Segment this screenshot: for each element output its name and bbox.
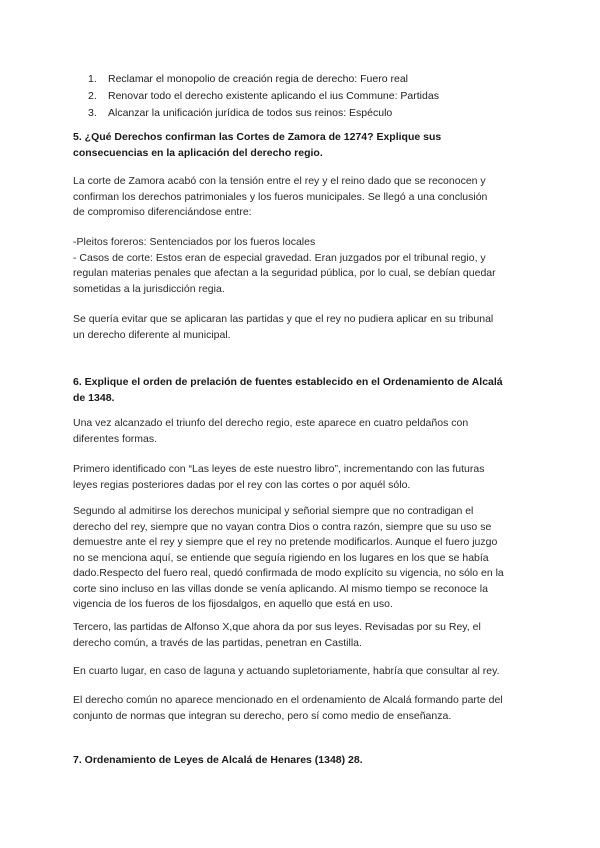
q6-paragraph-1: Una vez alcanzado el triunfo del derecho regio, este aparece en cuatro peldaños con diferentes formas. [73,417,469,445]
q6-paragraph-2: Primero identificado con “Las leyes de este nuestro libro”, incrementando con las futuras leyes regias posteriores dadas por el rey con las cortes o por aquél sólo. [73,463,485,491]
q5-paragraph-1: La corte de Zamora acabó con la tensión entre el rey y el reino dado que se reconocen y confirman los derechos patrimoniales y los fueros municipales. Se llegó a una conclusión de compromiso diferenciándose entre: [73,175,488,218]
q5-paragraph-2: -Pleitos foreros: Sentenciados por los fueros locales - Casos de corte: Estos eran de especial gravedad. Eran juzgados por el tribunal regio, y regulan materias penales que afectan a la seguridad pública, por lo cual, se debían quedar sometidas a la jurisdicción regia. [73,236,496,295]
q7-heading: 7. Ordenamiento de Leyes de Alcalá de Henares (1348) 28. [73,754,363,766]
list-item: 3. Alcanzar la unificación jurídica de todos sus reinos: Espéculo [88,107,393,119]
q6-paragraph-6: El derecho común no aparece mencionado en el ordenamiento de Alcalá formando parte del conjunto de normas que integran su derecho, pero sí como medio de enseñanza. [73,694,503,722]
q5-heading: 5. ¿Qué Derechos confirman las Cortes de Zamora de 1274? Explique sus consecuencias en la aplicación del derecho regio. [73,131,442,159]
q5-paragraph-3: Se quería evitar que se aplicaran las partidas y que el rey no pudiera aplicar en su tribunal un derecho diferente al municipal. [73,313,494,341]
list-item: 1. Reclamar el monopolio de creación regia de derecho: Fuero real [88,73,408,85]
q6-paragraph-5: En cuarto lugar, en caso de laguna y actuando supletoriamente, habría que consultar al rey. [73,665,500,677]
intro-numbered-list [88,71,548,122]
q6-paragraph-4: Tercero, las partidas de Alfonso X,que ahora da por sus leyes. Revisadas por su Rey, el derecho común, a través de las partidas, penetran en Castilla. [73,621,481,649]
q6-heading: 6. Explique el orden de prelación de fuentes establecido en el Ordenamiento de Alcalá de 1348. [73,376,503,404]
q6-paragraph-3: Segundo al admitirse los derechos municipal y señorial siempre que no contradigan el derecho del rey, siempre que no vayan contra Dios o contra razón, siempre que su uso se demuestre ante el rey y siempre que el rey no pretende modificarlos. Aunque el fuero juzgo no se menciona aquí, se entiende que seguía rigiendo en los lugares en los que se había dado.Respecto del fuero real, quedó confirmada de modo explícito su vigencia, no sólo en la corte sino incluso en las villas donde se venía aplicando. Al mismo tiempo se reconoce la vigencia de los fueros de los fijosdalgos, en aquello que está en uso. [73,505,504,610]
list-item: 2. Renovar todo el derecho existente aplicando el ius Commune: Partidas [88,90,439,102]
